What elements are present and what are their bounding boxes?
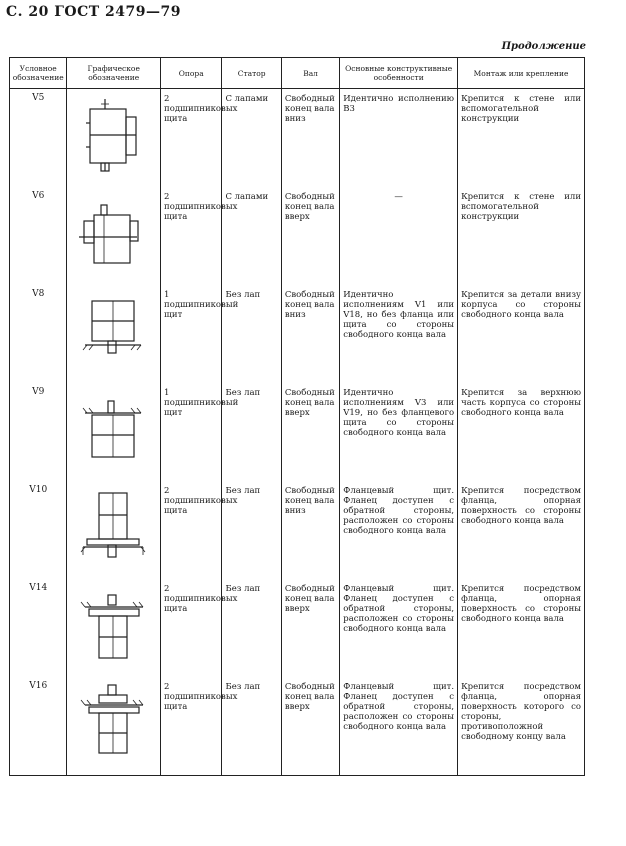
col-mounting: Монтаж или крепление <box>458 58 585 89</box>
row-shaft: Свободный конец вала вверх <box>281 187 339 285</box>
row-mounting: Крепится к стене или вспомогательной конструкции <box>458 187 585 285</box>
row-support: 2 подшипниковых щита <box>161 187 222 285</box>
row-support: 2 подшипниковых щита <box>161 89 222 188</box>
row-features: Фланцевый щит. Фланец доступен с обратной стороны, расположен со стороны свободного конца вала <box>340 677 458 776</box>
col-support: Опора <box>161 58 222 89</box>
v8-drawing <box>67 285 161 383</box>
row-features: — <box>340 187 458 285</box>
row-shaft: Свободный конец вала вниз <box>281 89 339 188</box>
row-support: 1 подшипниковый щит <box>161 285 222 383</box>
v14-drawing <box>67 579 161 677</box>
row-stator: Без лап <box>222 383 281 481</box>
table-row <box>10 579 585 677</box>
row-shaft: Свободный конец вала вверх <box>281 677 339 776</box>
row-designation: V8 <box>10 285 67 383</box>
row-features: Идентично исполнениям V1 или V18, но без фланца или щита со стороны свободного конца вала <box>340 285 458 383</box>
row-mounting: Крепится к стене или вспомогательной конструкции <box>458 89 585 188</box>
v10-drawing <box>67 481 161 579</box>
col-shaft: Вал <box>281 58 339 89</box>
v9-drawing <box>67 383 161 481</box>
table-row <box>10 187 585 285</box>
row-stator: Без лап <box>222 677 281 776</box>
table-header-row <box>10 58 585 89</box>
col-graphic: Графическое обозначение <box>67 58 161 89</box>
page-header: С. 20 ГОСТ 2479—79 <box>6 4 181 20</box>
table-row <box>10 677 585 776</box>
row-mounting: Крепится посредством фланца, опорная поверхность со стороны свободного конца вала <box>458 579 585 677</box>
col-designation: Условное обозначение <box>10 58 67 89</box>
row-support: 2 подшипниковых щита <box>161 579 222 677</box>
table-row <box>10 89 585 188</box>
row-support: 2 подшипниковых щита <box>161 481 222 579</box>
row-shaft: Свободный конец вала вверх <box>281 579 339 677</box>
row-features: Фланцевый щит. Фланец доступен с обратной стороны, расположен со стороны свободного конца вала <box>340 579 458 677</box>
row-stator: Без лап <box>222 579 281 677</box>
row-mounting: Крепится посредством фланца, опорная поверхность которого со стороны, противоположной свободному концу вала <box>458 677 585 776</box>
row-features: Фланцевый щит. Фланец доступен с обратной стороны, расположен со стороны свободного конца вала <box>340 481 458 579</box>
col-stator: Статор <box>222 58 281 89</box>
row-mounting: Крепится посредством фланца, опорная поверхность со стороны свободного конца вала <box>458 481 585 579</box>
v16-drawing <box>67 677 161 776</box>
col-features: Основные конструктивные особенности <box>340 58 458 89</box>
row-support: 1 подшипниковый щит <box>161 383 222 481</box>
row-shaft: Свободный конец вала вниз <box>281 481 339 579</box>
row-stator: Без лап <box>222 481 281 579</box>
row-shaft: Свободный конец вала вниз <box>281 285 339 383</box>
table-row <box>10 481 585 579</box>
row-designation: V14 <box>10 579 67 677</box>
row-stator: С лапами <box>222 187 281 285</box>
row-designation: V16 <box>10 677 67 776</box>
table-row <box>10 383 585 481</box>
row-stator: Без лап <box>222 285 281 383</box>
continued-label: Продолжение <box>501 41 586 52</box>
row-features: Идентично исполнению В3 <box>340 89 458 188</box>
v6-drawing <box>67 187 161 285</box>
row-stator: С лапами <box>222 89 281 188</box>
row-features: Идентично исполнениям V3 или V19, но без фланцевого щита со стороны свободного конца вала <box>340 383 458 481</box>
row-mounting: Крепится за детали внизу корпуса со стороны свободного конца вала <box>458 285 585 383</box>
row-mounting: Крепится за верхнюю часть корпуса со стороны свободного конца вала <box>458 383 585 481</box>
row-shaft: Свободный конец вала вверх <box>281 383 339 481</box>
row-support: 2 подшипниковых щита <box>161 677 222 776</box>
table-row <box>10 285 585 383</box>
mounting-table <box>9 57 585 776</box>
row-designation: V5 <box>10 89 67 188</box>
v5-drawing <box>67 89 161 188</box>
row-designation: V9 <box>10 383 67 481</box>
row-designation: V6 <box>10 187 67 285</box>
row-designation: V10 <box>10 481 67 579</box>
